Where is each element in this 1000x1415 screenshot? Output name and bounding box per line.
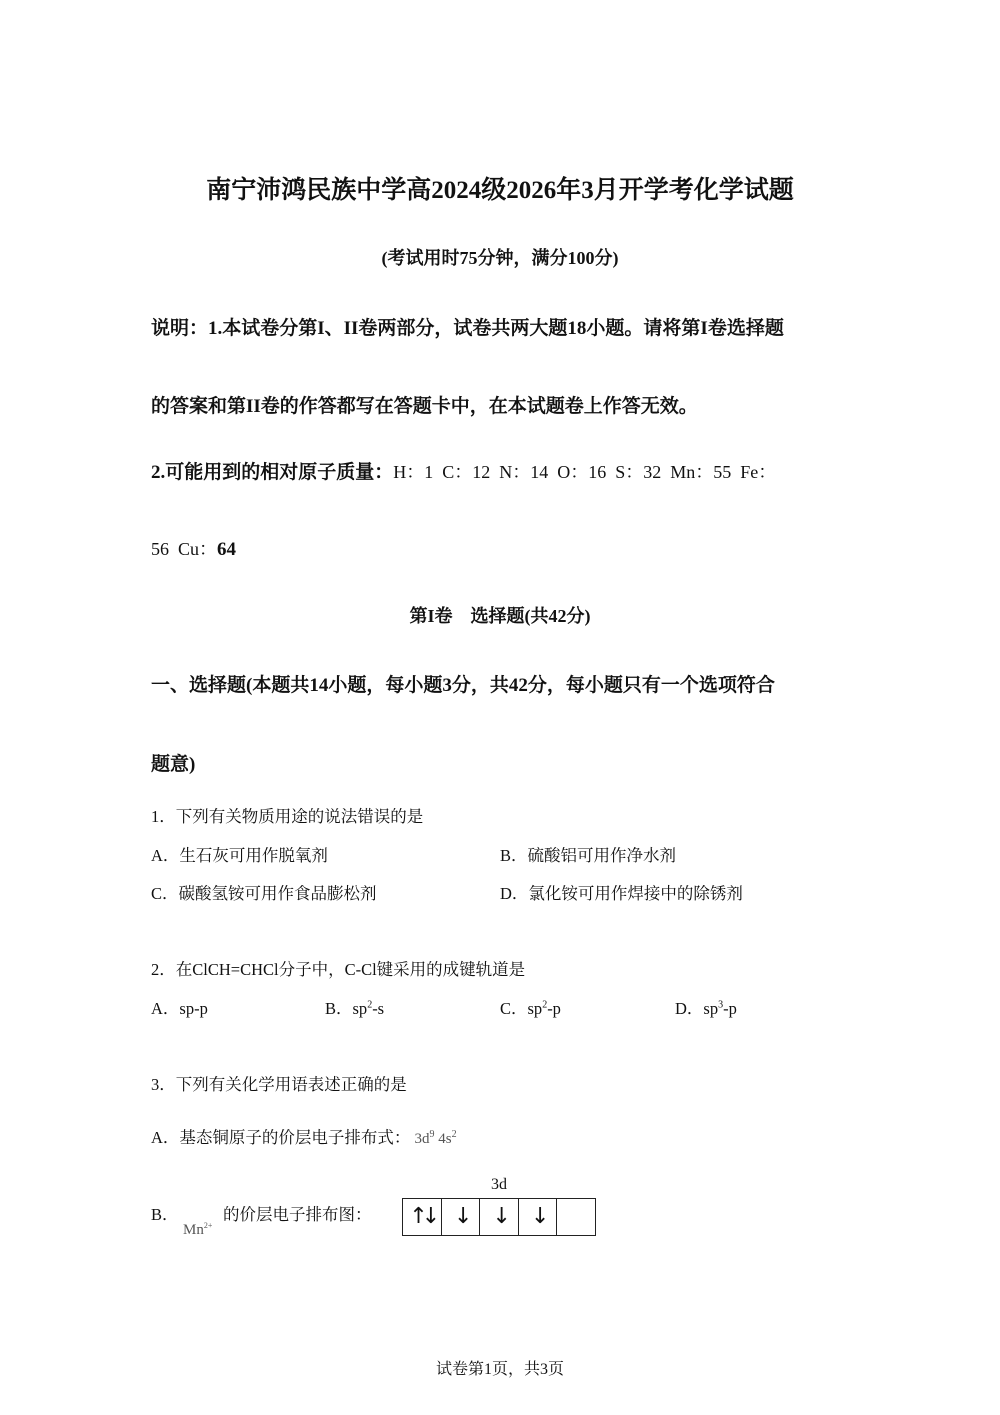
electron-spin-arrows: ↓ [454, 1204, 467, 1229]
question-2-option-c: C．$sp^2-p$ [500, 999, 561, 1018]
part-heading-line-1: 一、选择题(本题共14小题，每小题3分，共42分，每小题只有一个选项符合 [151, 675, 775, 696]
atomic-mass-label: 2.可能用到的相对原子质量： [151, 462, 394, 483]
electron-spin-arrows: ↓ [531, 1204, 544, 1229]
orbital-box [402, 1198, 442, 1236]
question-2-option-b: B．$sp^2-s$ [325, 999, 385, 1018]
question-3-option-a-text: A．基态铜原子的价层电子排布式： [151, 1128, 411, 1147]
orbital-box [479, 1198, 519, 1236]
exam-subtitle: (考试用时75分钟，满分100分) [381, 248, 619, 268]
orbital-label-3d: 3d [491, 1176, 507, 1193]
atomic-mass-values-cont: 56 Cu： [151, 539, 218, 559]
question-3-option-b-label: B． [151, 1205, 179, 1224]
electron-spin-arrows: ↓ [492, 1204, 505, 1229]
question-1-option-d: D．氯化铵可用作焊接中的除锈剂 [500, 884, 743, 903]
electron-spin-arrows: ↑↓ [409, 1204, 435, 1229]
copper-electron-config: $3d^9$ $4s^2$ [414, 1129, 457, 1147]
instructions-line-2: 的答案和第II卷的作答都写在答题卡中，在本试题卷上作答无效。 [151, 396, 698, 417]
question-2-option-d: D．$sp^3-p$ [675, 999, 737, 1018]
part-heading-line-2: 题意) [151, 754, 196, 775]
orbital-box [441, 1198, 481, 1236]
question-2-option-a: A．sp-p [151, 999, 208, 1018]
orbital-box [518, 1198, 558, 1236]
page-footer: 试卷第1页，共3页 [435, 1361, 564, 1378]
question-1-option-b: B．硫酸铝可用作净水剂 [500, 846, 677, 865]
section-title: 第I卷 选择题(共42分) [409, 606, 591, 626]
atomic-mass-values: H：1 C：12 N：14 O：16 S：32 Mn：55 Fe： [393, 462, 777, 482]
mn-ion-formula: $Mn^{2+}$ [183, 1221, 213, 1238]
instructions-line-1: 说明：1.本试卷分第I、II卷两部分，试卷共两大题18小题。请将第I卷选择题 [151, 318, 784, 339]
instructions-line-4 [151, 535, 236, 561]
question-3-stem: 3．下列有关化学用语表述正确的是 [151, 1075, 407, 1094]
question-1-stem: 1．下列有关物质用途的说法错误的是 [151, 807, 424, 826]
question-1-option-c: C．碳酸氢铵可用作食品膨松剂 [151, 884, 377, 903]
question-1-option-a: A．生石灰可用作脱氧剂 [151, 846, 328, 865]
question-3-option-a [151, 1124, 457, 1148]
orbital-box [556, 1198, 596, 1236]
question-3-option-b-text: 的价层电子排布图： [223, 1205, 372, 1224]
exam-title: 南宁沛鸿民族中学高2024级2026年3月开学考化学试题 [206, 177, 794, 204]
question-2-stem: 2．在ClCH=CHCl分子中，C-Cl键采用的成键轨道是 [151, 960, 526, 979]
atomic-mass-cu-value: 64 [217, 539, 237, 560]
instructions-line-3 [151, 457, 776, 484]
